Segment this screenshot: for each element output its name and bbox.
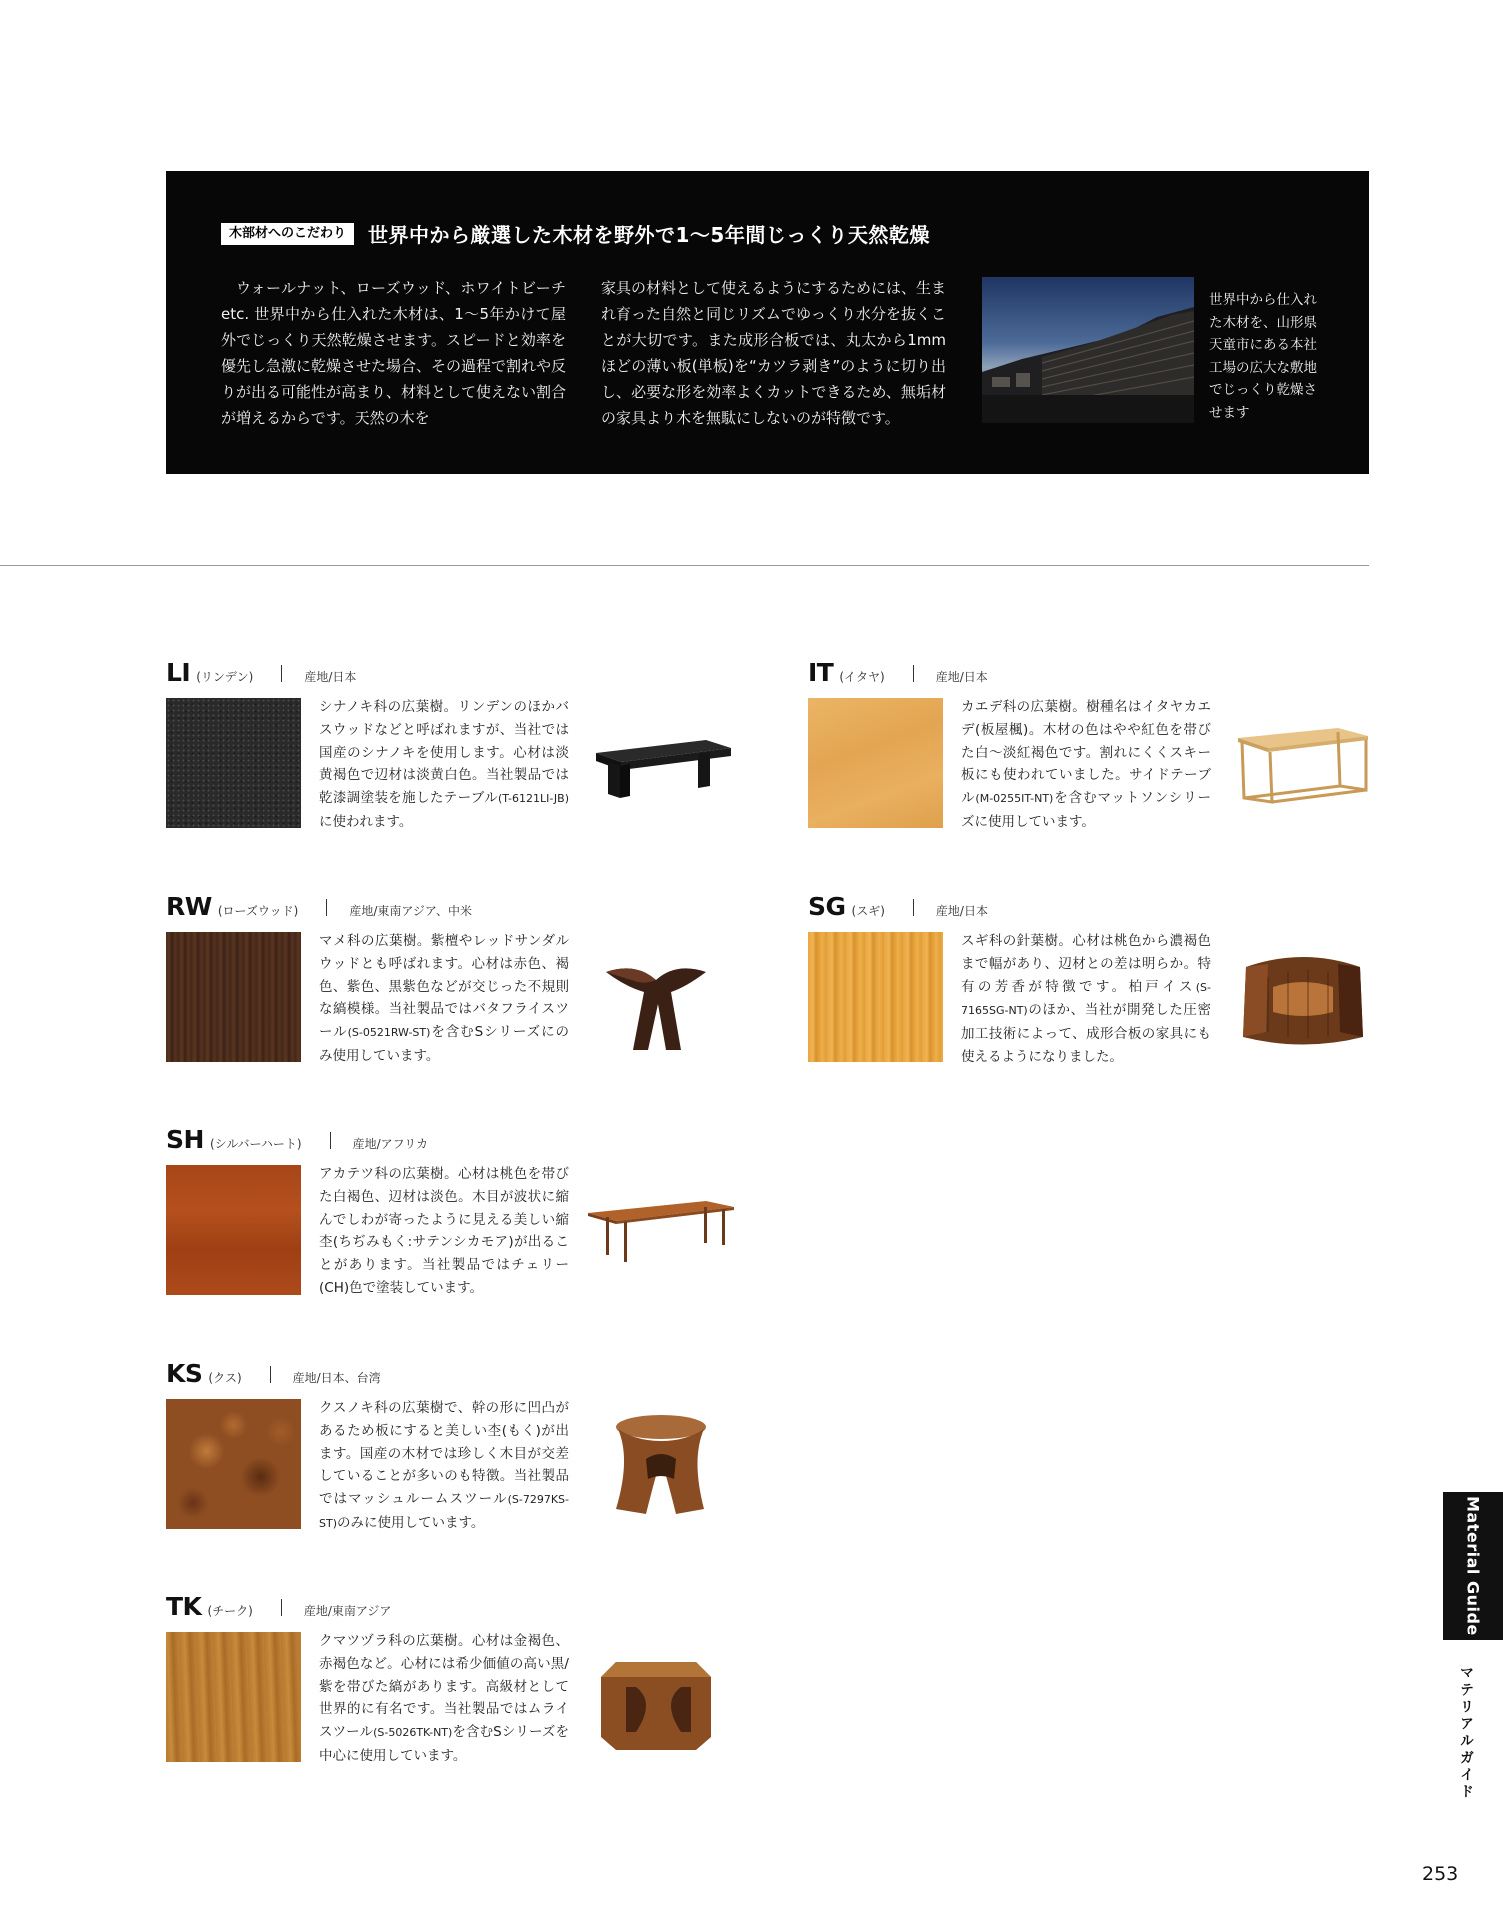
description-text: シナノキ科の広葉樹。リンデンのほかバスウッドなどと呼ばれますが、当社では国産のシナノキを使用します。心材は淡黄褐色で辺材は淡黄白色。当社製品では乾漆調塗装を施したテーブル xyxy=(319,699,569,807)
wood-heading xyxy=(166,658,356,688)
wood-origin: 産地/東南アジア、中米 xyxy=(349,904,472,918)
product-code: (S-5026TK-NT) xyxy=(373,1726,453,1740)
heading-separator xyxy=(281,665,282,682)
wood-code: IT xyxy=(808,658,834,687)
product-code: (S-0521RW-ST) xyxy=(347,1026,431,1040)
wood-swatch-ks xyxy=(166,1399,301,1529)
wood-origin: 産地/日本、台湾 xyxy=(292,1371,381,1385)
description-text: スギ科の針葉樹。心材は桃色から濃褐色まで幅があり、辺材との差は明らか。特有の芳香が特徴です。柏戸イス xyxy=(961,933,1211,995)
wood-swatch-sg xyxy=(808,932,943,1062)
wood-origin: 産地/日本 xyxy=(304,670,357,684)
description-text: アカテツ科の広葉樹。心材は桃色を帯びた白褐色、辺材は淡色。木目が波状に縮んでしわが寄ったように見える美しい縮杢(ちぢみもく:サテンシカモア)が出ることがあります。当社製品ではチェリー(CH)色で塗装しています。 xyxy=(319,1166,569,1296)
mushroom-stool-image xyxy=(586,1399,736,1529)
wood-swatch-it xyxy=(808,698,943,828)
butterfly-stool-image xyxy=(586,932,736,1062)
wood-entry-rw xyxy=(166,892,726,1077)
wood-swatch-li xyxy=(166,698,301,828)
wood-heading xyxy=(166,1125,428,1155)
photo-caption: 世界中から仕入れた木材を、山形県天童市にある本社工場の広大な敷地でじっくり乾燥させます xyxy=(1209,292,1317,421)
material-guide-tab-label: Material Guide xyxy=(1463,1496,1483,1636)
wood-description xyxy=(319,1397,569,1536)
description-tail: のみに使用しています。 xyxy=(337,1514,485,1531)
wood-heading xyxy=(166,892,472,922)
feature-tag: 木部材へのこだわり xyxy=(221,223,354,245)
murai-stool-image xyxy=(586,1632,736,1762)
wood-kana: (リンデン) xyxy=(196,670,254,684)
wood-kana: (スギ) xyxy=(851,904,885,918)
feature-body-column-2: 家具の材料として使えるようにするためには、生まれ育った自然と同じリズムでゆっくり水分を抜くことが大切です。また成形合板では、丸太から1mmほどの薄い板(単板)を“カツラ剥き”のように切り出し、必要な形を効率よくカットできるため、無垢材の家具より木を無駄にしないのが特徴です。 xyxy=(601,279,947,427)
heading-separator xyxy=(913,665,914,682)
wood-heading xyxy=(166,1592,391,1622)
wood-code: SH xyxy=(166,1125,204,1154)
wood-description xyxy=(319,930,569,1068)
wood-entry-tk xyxy=(166,1592,726,1777)
feature-panel xyxy=(166,171,1369,474)
wood-kana: (クス) xyxy=(208,1371,242,1385)
description-tail: に使われます。 xyxy=(319,813,413,830)
description-tail: を含むSシリーズにのみ使用しています。 xyxy=(319,1024,569,1064)
wood-kana: (シルバーハート) xyxy=(209,1137,302,1151)
material-guide-tab xyxy=(1443,1492,1503,1640)
wood-origin: 産地/日本 xyxy=(935,904,988,918)
wood-kana: (ローズウッド) xyxy=(217,904,299,918)
wood-code: TK xyxy=(166,1592,202,1621)
wood-swatch-sh xyxy=(166,1165,301,1295)
wood-entry-sh xyxy=(166,1125,726,1310)
wood-entry-sg xyxy=(808,892,1368,1077)
wood-heading xyxy=(808,658,988,688)
heading-separator xyxy=(326,899,327,916)
description-text: カエデ科の広葉樹。樹種名はイタヤカエデ(板屋楓)。木材の色はやや紅色を帯びた白〜淡紅褐色です。割れにくくスキー板にも使われていました。サイドテーブル xyxy=(961,699,1211,807)
product-code: (S-7297KS-ST) xyxy=(319,1493,569,1530)
wood-description xyxy=(961,930,1211,1069)
wood-code: KS xyxy=(166,1359,203,1388)
side-table-image xyxy=(1228,698,1378,828)
wood-kana: (イタヤ) xyxy=(839,670,885,684)
lumber-stacks-illustration xyxy=(982,277,1194,423)
material-guide-jp-label: マテリアルガイド xyxy=(1458,1665,1474,1801)
wood-origin: 産地/東南アジア xyxy=(303,1604,392,1618)
wood-entry-ks xyxy=(166,1359,726,1544)
product-code: (M-0255IT-NT) xyxy=(975,792,1054,806)
wood-kana: (チーク) xyxy=(207,1604,253,1618)
wood-code: RW xyxy=(166,892,212,921)
heading-separator xyxy=(281,1599,282,1616)
description-text: マメ科の広葉樹。紫檀やレッドサンダルウッドとも呼ばれます。心材は赤色、褐色、紫色、黒紫色などが交じった不規則な縞模様。当社製品ではバタフライスツール xyxy=(319,933,569,1041)
low-black-table-image xyxy=(586,698,736,828)
product-code: (T-6121LI-JB) xyxy=(497,792,569,806)
wood-heading xyxy=(808,892,988,922)
description-text: クマツヅラ科の広葉樹。心材は金褐色、赤褐色など。心材には希少価値の高い黒/紫を帯びた縞があります。高級材として世界的に有名です。当社製品ではムライスツール xyxy=(319,1633,569,1741)
long-table-image xyxy=(586,1165,736,1295)
wood-entry-it xyxy=(808,658,1368,843)
feature-header xyxy=(221,219,930,248)
wood-heading xyxy=(166,1359,381,1389)
lumber-yard-photo xyxy=(982,277,1194,423)
wood-description xyxy=(319,1630,569,1768)
wood-code: SG xyxy=(808,892,846,921)
section-divider xyxy=(0,565,1369,566)
kashiwado-chair-image xyxy=(1228,932,1378,1062)
wood-description xyxy=(319,1163,569,1301)
heading-separator xyxy=(330,1132,331,1149)
product-code: (S-7165SG-NT) xyxy=(961,980,1211,1018)
page-number: 253 xyxy=(1422,1863,1459,1885)
heading-separator xyxy=(270,1366,271,1383)
description-tail: のほか、当社が開発した圧密加工技術によって、成形合板の家具にも使えるようになりました。 xyxy=(961,1002,1211,1065)
wood-description xyxy=(319,696,569,834)
wood-swatch-rw xyxy=(166,932,301,1062)
wood-origin: 産地/アフリカ xyxy=(352,1137,429,1151)
description-text: クスノキ科の広葉樹で、幹の形に凹凸があるため板にすると美しい杢(もく)が出ます。国産の木材では珍しく木目が交差していることが多いのも特徴。当社製品ではマッシュルームスツール xyxy=(319,1400,569,1508)
wood-description xyxy=(961,696,1211,834)
wood-origin: 産地/日本 xyxy=(935,670,988,684)
description-tail: を含むマットソンシリーズに使用しています。 xyxy=(961,790,1212,830)
feature-title: 世界中から厳選した木材を野外で1〜5年間じっくり天然乾燥 xyxy=(368,223,930,247)
description-tail: を含むSシリーズを中心に使用しています。 xyxy=(319,1724,569,1764)
heading-separator xyxy=(913,899,914,916)
feature-body-column-1: ウォールナット、ローズウッド、ホワイトビーチetc. 世界中から仕入れた木材は、1〜5年かけて屋外でじっくり天然乾燥させます。スピードと効率を優先し急激に乾燥させた場合、その過程で割れや反りが出る可能性が高まり、材料として使えない割合が増えるからです。天然の木を xyxy=(221,279,567,427)
wood-swatch-tk xyxy=(166,1632,301,1762)
wood-entry-li xyxy=(166,658,726,843)
wood-code: LI xyxy=(166,658,191,687)
